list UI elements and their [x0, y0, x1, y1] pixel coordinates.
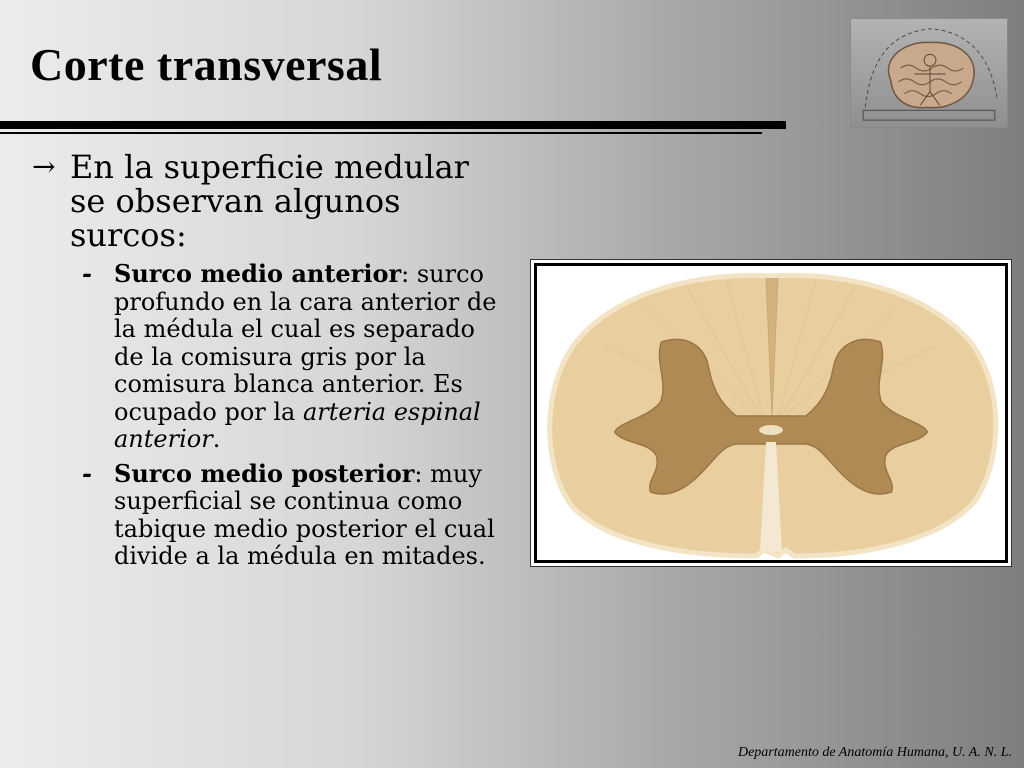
sub-bullet-list — [32, 260, 512, 571]
term-anterior-separator: : — [401, 260, 410, 288]
italic-arteria: arteria espinal anterior — [114, 397, 481, 453]
slide-title: Corte transversal — [30, 39, 383, 90]
bullet-main — [32, 150, 512, 252]
title-rule-thin — [0, 132, 762, 134]
bullet-content — [32, 150, 512, 577]
sub-bullet-posterior — [32, 460, 512, 571]
text-anterior-tail: . — [212, 425, 221, 453]
dash-bullet-icon: - — [82, 259, 92, 288]
brain-logo — [850, 18, 1008, 128]
term-posterior: Surco medio posterior — [114, 458, 415, 488]
dash-bullet-icon: - — [82, 458, 92, 488]
text-anterior: surco profundo en la cara anterior de la médula el cual es separado de la comisura gris por la comisura blanca anterior. Es ocupado por la — [114, 260, 497, 426]
term-posterior-separator: : — [414, 459, 423, 488]
term-anterior: Surco medio anterior — [114, 259, 402, 288]
title-rule-thick — [0, 121, 786, 129]
spinal-cord-figure — [530, 259, 1012, 567]
sub-bullet-anterior — [32, 260, 512, 454]
spinal-cord-cross-section-image — [534, 263, 1008, 563]
bullet-main-text: En la superficie medular se observan algunos surcos: — [70, 148, 469, 254]
right-arrow-icon: → — [32, 150, 56, 183]
text-posterior: muy superficial se continua como tabique medio posterior el cual divide a la médula en mitades. — [114, 459, 495, 570]
footer-text: Departamento de Anatomía Humana, U. A. N. L. — [737, 745, 1012, 760]
